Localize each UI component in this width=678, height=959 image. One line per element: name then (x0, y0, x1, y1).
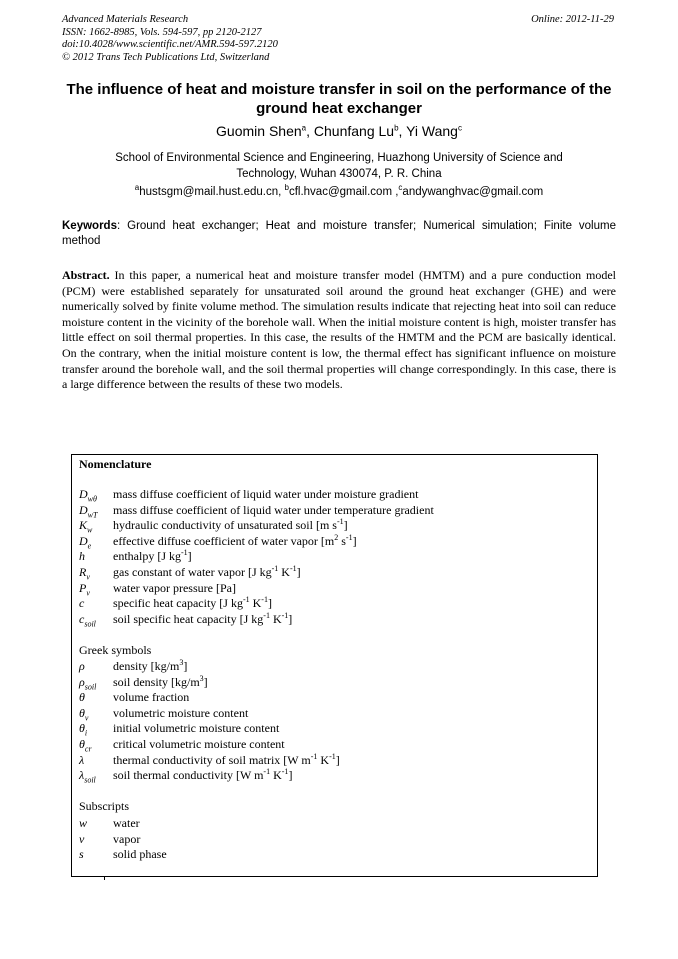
definition: hydraulic conductivity of unsaturated soil [m $s^{-1}$] (113, 517, 348, 533)
symbol: $D_{w\theta}$ (79, 487, 97, 504)
abstract-label: Abstract. (62, 268, 110, 282)
email-mark: a (134, 183, 140, 193)
copyright-line: © 2012 Trans Tech Publications Ltd, Switzerland (62, 51, 270, 63)
author-affil-mark: a (301, 123, 307, 133)
author-name: Guomin Shen (216, 123, 302, 139)
definition: density $[kg/m^3]$ (113, 658, 188, 673)
symbol: $\theta_v$ (79, 705, 89, 723)
journal-name: Advanced Materials Research (62, 14, 189, 25)
abstract-paragraph (62, 268, 616, 393)
issn-line: ISSN: 1662-8985, Vols. 594-597, pp 2120-2127 (62, 26, 262, 38)
email-link[interactable]: cfl.hvac@gmail.com (288, 186, 393, 198)
symbol: v (79, 831, 85, 846)
nomenclature-section-title: Subscripts (79, 799, 130, 813)
keywords-paragraph (62, 219, 616, 249)
definition: critical volumetric moisture content (113, 737, 285, 751)
affiliation (62, 150, 616, 182)
definition: soil density $[kg/m^3]$ (113, 673, 208, 689)
box-bottom-tick (104, 876, 105, 880)
symbol: $R_v$ (79, 565, 90, 582)
affiliation-line: School of Environmental Science and Engineering, Huazhong University of Science and (115, 152, 563, 164)
definition: water vapor pressure [Pa] (113, 580, 236, 595)
author-name: Yi Wang (406, 123, 458, 139)
author-affil-mark: c (457, 123, 462, 133)
symbol: $\rho_{soil}$ (79, 674, 97, 691)
author-name: Chunfang Lu (313, 123, 395, 139)
keywords-text: : Ground heat exchanger; Heat and moisture transfer; Numerical simulation; Finite volume method (62, 220, 616, 247)
symbol: s (79, 847, 84, 862)
symbol: $\theta_{cr}$ (79, 737, 92, 754)
definition: mass diffuse coefficient of liquid water under moisture gradient (113, 487, 419, 501)
nomenclature-section-title: Greek symbols (79, 643, 152, 657)
definition: solid phase (113, 847, 167, 862)
symbol: w (79, 816, 88, 830)
definition: gas constant of water vapor [J $kg^{-1}$ $K^{-1}$] (113, 564, 301, 579)
definition: water (113, 816, 140, 830)
definition: initial volumetric moisture content (113, 721, 280, 736)
definition: soil thermal conductivity [W $m^{-1}$ $K^{-1}$] (113, 767, 293, 783)
symbol: $P_v$ (79, 580, 90, 597)
symbol: ρ (79, 659, 85, 673)
definition: volumetric moisture content (113, 705, 249, 720)
journal-header (62, 14, 278, 64)
nomenclature-box (71, 454, 598, 877)
email-mark: c (398, 183, 403, 193)
symbol: λ (79, 752, 85, 767)
definition: enthalpy [J $kg^{-1}$] (113, 548, 192, 564)
symbol: $\lambda_{soil}$ (79, 768, 96, 785)
abstract-text: In this paper, a numerical heat and moisture transfer model (HMTM) and a pure conduction model (PCM) were established separately for unsaturated soil around the ground heat exchanger (GHE) and were numerically solved by finite volume method. The simulation results indicate that rejecting heat into soil can reduce moisture content in the vicinity of the borehole wall. When the initial moisture content is high, moister transfer has little effect on soil thermal properties. In this case, the results of the HMTM and the PCM are basically identical. On the contrary, when the initial moisture content is low, the thermal effect has significant influence on moisture transfer around the borehole wall, and the soil thermal properties will change correspondingly. In this case, there is a large difference between the results of these two models. (62, 268, 616, 392)
definition: mass diffuse coefficient of liquid water under temperature gradient (113, 502, 434, 517)
definition: thermal conductivity of soil matrix [W $m^{-1}$ $K^{-1}$] (113, 751, 340, 767)
definition: specific heat capacity [J $kg^{-1}$ $K^{-1}$] (113, 595, 272, 611)
author-affil-mark: b (394, 123, 399, 133)
symbol: θ (79, 690, 85, 705)
definition: vapor (113, 831, 141, 846)
affiliation-line: Technology, Wuhan 430074, P. R. China (236, 168, 442, 180)
symbol: $\theta_i$ (79, 721, 88, 738)
email-mark: b (284, 183, 289, 193)
email-link[interactable]: andywanghvac@gmail.com (402, 186, 544, 198)
email-list: $^a$hustsgm@mail.hust.edu.cn, $^b$cfl.hvac@gmail.com ,$^c$andywanghvac@gmail.com (134, 183, 544, 198)
definition: volume fraction (113, 690, 190, 705)
email-link[interactable]: hustsgm@mail.hust.edu.cn (139, 186, 279, 198)
definition: effective diffuse coefficient of water vapor [$m^2$ $s^{-1}$] (113, 532, 357, 548)
author-list: Guomin Shen$^a$, Chunfang Lu$^b$, Yi Wang$^c$ (216, 123, 462, 139)
symbol: $D_e$ (79, 533, 92, 551)
symbol: h (79, 549, 85, 564)
symbol: $c_{soil}$ (79, 611, 96, 629)
nomenclature-title: Nomenclature (79, 457, 152, 471)
symbol: $K_w$ (79, 518, 93, 535)
doi-line[interactable]: doi:10.4028/www.scientific.net/AMR.594-597.2120 (62, 39, 278, 50)
symbol: $D_{wT}$ (79, 502, 98, 519)
keywords-label: Keywords (62, 220, 117, 232)
symbol: c (79, 596, 85, 611)
definition: soil specific heat capacity [J $kg^{-1}$ $K^{-1}$] (113, 610, 293, 626)
online-date: Online: 2012-11-29 (531, 14, 614, 25)
paper-title: The influence of heat and moisture transfer in soil on the performance of the ground heat exchanger (66, 81, 612, 117)
